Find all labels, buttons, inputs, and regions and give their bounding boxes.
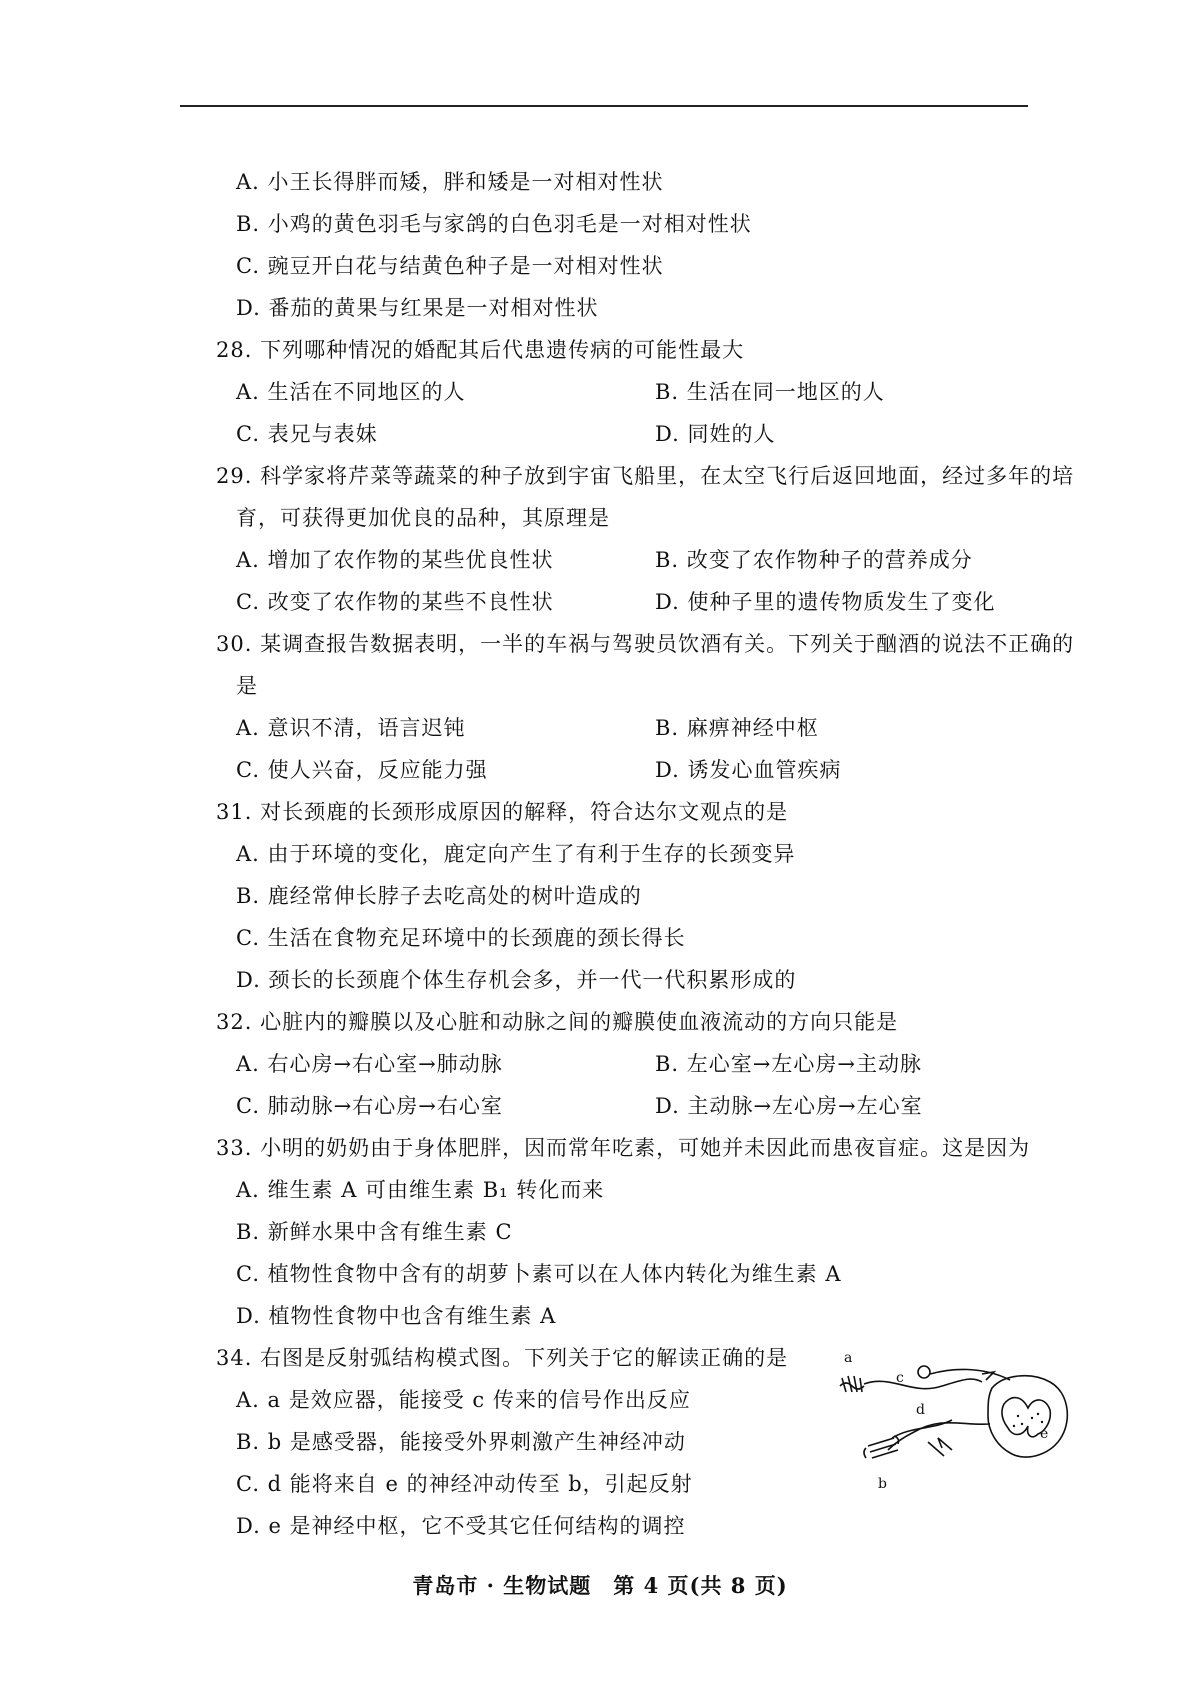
- q28-option-d: D. 同姓的人: [655, 422, 776, 446]
- q31-option-b: B. 鹿经常伸长脖子去吃高处的树叶造成的: [236, 884, 642, 908]
- q32-option-d: D. 主动脉→左心房→左心室: [655, 1094, 923, 1118]
- q27-option-b: B. 小鸡的黄色羽毛与家鸽的白色羽毛是一对相对性状: [236, 212, 752, 236]
- q33-option-d: D. 植物性食物中也含有维生素 A: [236, 1304, 557, 1328]
- q30-option-c: C. 使人兴奋，反应能力强: [236, 758, 488, 782]
- q31-option-c: C. 生活在食物充足环境中的长颈鹿的颈长得长: [236, 926, 686, 950]
- q34-option-a: A. a 是效应器，能接受 c 传来的信号作出反应: [236, 1388, 691, 1412]
- q33-option-a: A. 维生素 A 可由维生素 B₁ 转化而来: [236, 1178, 605, 1202]
- q27-option-c: C. 豌豆开白花与结黄色种子是一对相对性状: [236, 254, 664, 278]
- diagram-label-c: c: [896, 1370, 904, 1386]
- q33-option-c: C. 植物性食物中含有的胡萝卜素可以在人体内转化为维生素 A: [236, 1262, 842, 1286]
- q30-option-d: D. 诱发心血管疾病: [655, 758, 842, 782]
- page-footer: 青岛市 · 生物试题 第 4 页(共 8 页): [412, 1573, 788, 1598]
- q28-stem: 28. 下列哪种情况的婚配其后代患遗传病的可能性最大: [216, 338, 745, 362]
- top-rule: [180, 105, 1028, 107]
- q30-stem: 30. 某调查报告数据表明，一半的车祸与驾驶员饮酒有关。下列关于酗酒的说法不正确的: [216, 632, 1075, 656]
- q32-stem: 32. 心脏内的瓣膜以及心脏和动脉之间的瓣膜使血液流动的方向只能是: [216, 1010, 899, 1034]
- q27-option-d: D. 番茄的黄果与红果是一对相对性状: [236, 296, 599, 320]
- q32-option-c: C. 肺动脉→右心房→右心室: [236, 1094, 503, 1118]
- q33-option-b: B. 新鲜水果中含有维生素 C: [236, 1220, 513, 1244]
- q29-option-b: B. 改变了农作物种子的营养成分: [655, 548, 973, 572]
- diagram-label-e: e: [1040, 1426, 1049, 1442]
- q31-option-a: A. 由于环境的变化，鹿定向产生了有利于生存的长颈变异: [236, 842, 796, 866]
- q34-option-c: C. d 能将来自 e 的神经冲动传至 b，引起反射: [236, 1472, 693, 1496]
- q34-option-b: B. b 是感受器，能接受外界刺激产生神经冲动: [236, 1430, 686, 1454]
- q32-option-b: B. 左心室→左心房→主动脉: [655, 1052, 922, 1076]
- q30-option-a: A. 意识不清，语言迟钝: [236, 716, 466, 740]
- q30-stem-cont: 是: [236, 674, 258, 698]
- q34-stem: 34. 右图是反射弧结构模式图。下列关于它的解读正确的是: [216, 1346, 789, 1370]
- q33-stem: 33. 小明的奶奶由于身体肥胖，因而常年吃素，可她并未因此而患夜盲症。这是因为: [216, 1136, 1031, 1160]
- q29-stem: 29. 科学家将芹菜等蔬菜的种子放到宇宙飞船里，在太空飞行后返回地面，经过多年的培: [216, 464, 1075, 488]
- reflex-arc-diagram: [832, 1346, 1078, 1494]
- q29-stem-cont: 育，可获得更加优良的品种，其原理是: [236, 506, 610, 530]
- q28-option-b: B. 生活在同一地区的人: [655, 380, 885, 404]
- diagram-label-d: d: [916, 1402, 925, 1418]
- q31-option-d: D. 颈长的长颈鹿个体生存机会多，并一代一代积累形成的: [236, 968, 797, 992]
- q27-option-a: A. 小王长得胖而矮，胖和矮是一对相对性状: [236, 170, 664, 194]
- q34-option-d: D. e 是神经中枢，它不受其它任何结构的调控: [236, 1514, 686, 1538]
- q30-option-b: B. 麻痹神经中枢: [655, 716, 819, 740]
- q28-option-c: C. 表兄与表妹: [236, 422, 378, 446]
- q32-option-a: A. 右心房→右心室→肺动脉: [236, 1052, 503, 1076]
- q29-option-d: D. 使种子里的遗传物质发生了变化: [655, 590, 996, 614]
- q31-stem: 31. 对长颈鹿的长颈形成原因的解释，符合达尔文观点的是: [216, 800, 789, 824]
- q29-option-a: A. 增加了农作物的某些优良性状: [236, 548, 554, 572]
- q29-option-c: C. 改变了农作物的某些不良性状: [236, 590, 554, 614]
- q28-option-a: A. 生活在不同地区的人: [236, 380, 466, 404]
- diagram-label-a: a: [844, 1350, 853, 1366]
- diagram-label-b: b: [878, 1476, 887, 1492]
